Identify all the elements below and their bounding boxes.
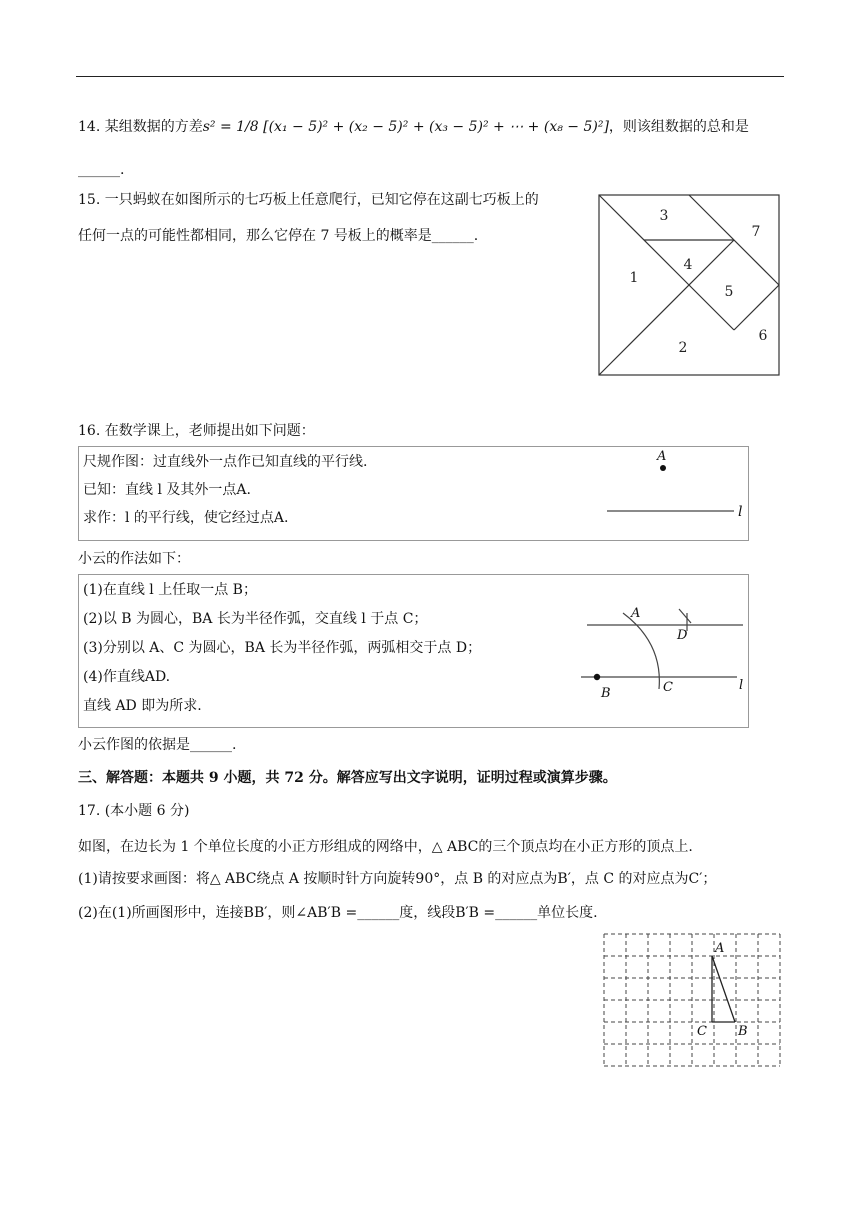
q16-method-box [78,574,749,728]
grid-label-C: C [697,1024,707,1039]
q16-problem-figure [599,447,747,539]
q16-intro: 16. 在数学课上，老师提出如下问题： [78,423,315,439]
q16-step-1: (1)在直线 l 上任取一点 B； [83,582,257,598]
fig2-label-l: l [739,678,744,693]
section-3-heading: 三、解答题：本题共 9 小题，共 72 分。解答应写出文字说明，证明过程或演算步骤。 [78,770,617,786]
fig2-label-B: B [601,686,611,701]
q16-step-2: (2)以 B 为圆心，BA 长为半径作弧，交直线 l 于点 C； [83,611,428,627]
q14-text-before: 某组数据的方差 [104,119,203,135]
tangram-label-4: 4 [683,257,693,273]
fig1-label-A: A [657,449,667,464]
fig2-label-C: C [663,680,673,695]
q14-number: 14. [78,119,101,135]
tangram-label-1: 1 [629,270,639,286]
q16-method-intro: 小云的作法如下： [78,551,190,567]
grid-label-A: A [715,941,725,956]
q15-number: 15. [78,192,101,208]
fig2-label-A: A [631,606,641,621]
q16-problem-box [78,446,749,541]
q15-line1 [78,190,539,210]
q16-construction-figure [575,577,747,725]
question-14 [78,117,749,137]
q14-formula: s² = 1/8 [(x₁ − 5)² + (x₂ − 5)² + (x₃ − 5)² + ⋯ + (x₈ − 5)²] [202,119,609,135]
q16-problem-line2: 已知：直线 l 及其外一点A. [83,482,251,498]
q17-part-2: (2)在(1)所画图形中，连接BB′，则∠AB′B =______度，线段B′B =______单位长度. [78,905,598,921]
q16-problem-line3: 求作：l 的平行线，使它经过点A. [83,510,289,526]
q17-part-1: (1)请按要求画图：将△ ABC绕点 A 按顺时针方向旋转90°，点 B 的对应点为B′，点 C 的对应点为C′； [78,871,717,887]
q16-problem-line1: 尺规作图：过直线外一点作已知直线的平行线. [83,454,368,470]
q14-answer-blank: ______. [78,162,125,178]
tangram-label-5: 5 [724,284,734,300]
q17-grid-figure [600,930,784,1070]
tangram-label-3: 3 [659,208,669,224]
fig1-label-l: l [738,504,743,520]
tangram-figure [596,192,782,378]
q15-line2: 任何一点的可能性都相同，那么它停在 7 号板上的概率是______. [78,228,479,244]
tangram-label-6: 6 [758,328,768,344]
tangram-label-2: 2 [678,340,688,356]
q16-step-4: (4)作直线AD. [83,669,171,685]
q16-step-3: (3)分别以 A、C 为圆心，BA 长为半径作弧，两弧相交于点 D； [83,640,482,656]
q15-text-line1: 一只蚂蚁在如图所示的七巧板上任意爬行，已知它停在这副七巧板上的 [104,192,539,208]
q17-description: 如图，在边长为 1 个单位长度的小正方形组成的网络中，△ ABC的三个顶点均在小正方形的顶点上. [78,839,693,855]
q16-conclusion: 直线 AD 即为所求. [83,698,202,714]
fig2-label-D: D [677,628,688,643]
header-rule [76,76,784,77]
grid-label-B: B [738,1024,748,1039]
q14-text-after: ，则该组数据的总和是 [608,119,749,135]
tangram-label-7: 7 [751,224,761,240]
q17-title: 17. (本小题 6 分) [78,803,190,819]
q16-basis: 小云作图的依据是______. [78,737,237,753]
